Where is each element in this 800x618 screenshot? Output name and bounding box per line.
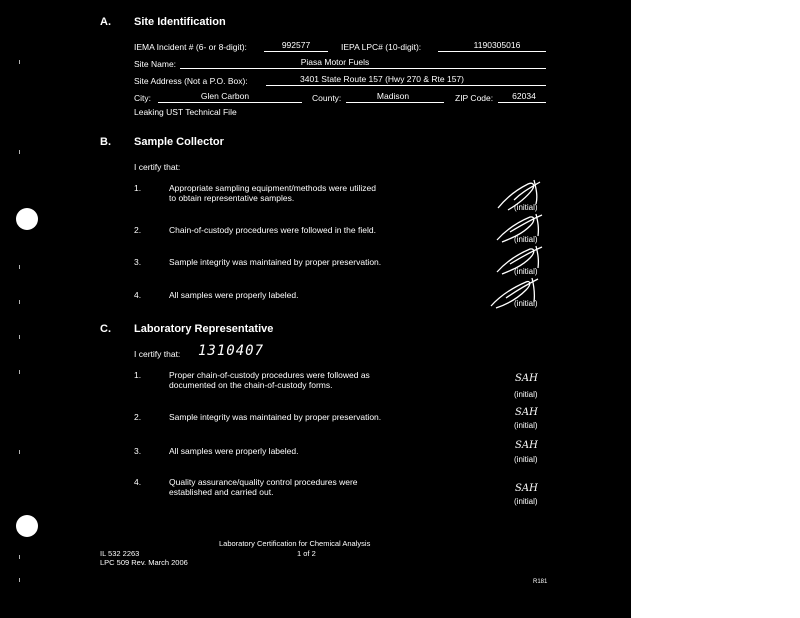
lpc-line: [438, 51, 546, 52]
b-item-1-text: Appropriate sampling equipment/methods were utilized: [169, 183, 376, 193]
site-address-label: Site Address (Not a P.O. Box):: [134, 76, 248, 86]
footer-revision: LPC 509 Rev. March 2006: [100, 558, 188, 567]
collector-signature-3: [494, 244, 550, 278]
city-line: [158, 102, 302, 103]
footer-form-number: IL 532 2263: [100, 549, 140, 558]
c-item-2-text: Sample integrity was maintained by proper preservation.: [169, 412, 382, 422]
technical-file-label: Leaking UST Technical File: [134, 107, 237, 117]
site-name-line: [180, 68, 546, 69]
b-item-1-num: 1.: [134, 183, 142, 193]
b-item-2-num: 2.: [134, 225, 142, 235]
site-name-label: Site Name:: [134, 59, 177, 69]
zip-value: 62034: [512, 91, 536, 101]
zip-label: ZIP Code:: [455, 93, 494, 103]
section-c-title: Laboratory Representative: [134, 323, 274, 335]
collector-signature-2: [494, 212, 550, 246]
section-b-title: Sample Collector: [134, 136, 224, 148]
b-item-4-initial: (initial): [514, 299, 538, 308]
b-item-2-text: Chain-of-custody procedures were followed in the field.: [169, 225, 376, 235]
footer-doc-title: Laboratory Certification for Chemical Analysis: [219, 539, 371, 548]
county-value: Madison: [376, 91, 410, 101]
collector-signature-1: [494, 178, 550, 214]
lpc-label: IEPA LPC# (10-digit):: [341, 42, 422, 52]
punch-hole-bottom: [16, 515, 38, 537]
city-value: Glen Carbon: [200, 91, 250, 101]
zip-line: [498, 102, 546, 103]
collector-signature-4: [488, 276, 548, 312]
section-a-letter: A.: [100, 16, 111, 28]
c-item-1-num: 1.: [134, 370, 142, 380]
b-item-3-initial: (initial): [514, 267, 538, 276]
incident-line: [264, 51, 328, 52]
bates-number: R181: [533, 579, 548, 585]
punch-hole-top: [16, 208, 38, 230]
lpc-value: 1190305016: [473, 40, 521, 50]
section-b-certify: I certify that:: [134, 162, 181, 172]
b-item-3-text: Sample integrity was maintained by proper preservation.: [169, 257, 382, 267]
c-item-1-text-2: documented on the chain-of-custody forms.: [169, 380, 333, 390]
handwritten-number: 1310407: [198, 343, 265, 359]
c-item-3-text: All samples were properly labeled.: [169, 446, 299, 456]
c-item-1-text: Proper chain-of-custody procedures were followed as: [169, 370, 370, 380]
c-item-3-signature: SAH: [515, 440, 538, 451]
c-item-2-signature: SAH: [515, 407, 538, 418]
c-item-4-num: 4.: [134, 477, 142, 487]
section-a-title: Site Identification: [134, 16, 226, 28]
c-item-4-text-2: established and carried out.: [169, 487, 274, 497]
c-item-1-signature: SAH: [515, 373, 538, 384]
site-address-line: [266, 85, 546, 86]
site-name-value: Piasa Motor Fuels: [300, 57, 370, 67]
c-item-4-initial: (initial): [514, 497, 538, 506]
city-label: City:: [134, 93, 151, 103]
incident-label: IEMA Incident # (6- or 8-digit):: [134, 42, 247, 52]
section-c-certify: I certify that:: [134, 349, 181, 359]
county-label: County:: [312, 93, 342, 103]
c-item-4-signature: SAH: [515, 483, 538, 494]
b-item-1-text-2: to obtain representative samples.: [169, 193, 295, 203]
b-item-2-initial: (initial): [514, 235, 538, 244]
c-item-3-initial: (initial): [514, 455, 538, 464]
c-item-2-num: 2.: [134, 412, 142, 422]
c-item-4-text: Quality assurance/quality control procedures were: [169, 477, 358, 487]
incident-value: 992577: [281, 40, 311, 50]
section-b-letter: B.: [100, 136, 111, 148]
b-item-1-initial: (initial): [514, 203, 538, 212]
c-item-2-initial: (initial): [514, 421, 538, 430]
b-item-4-num: 4.: [134, 290, 142, 300]
section-c-letter: C.: [100, 323, 111, 335]
footer-page: 1 of 2: [297, 549, 316, 558]
site-address-value: 3401 State Route 157 (Hwy 270 & Rte 157): [300, 74, 464, 84]
county-line: [346, 102, 444, 103]
c-item-3-num: 3.: [134, 446, 142, 456]
b-item-4-text: All samples were properly labeled.: [169, 290, 299, 300]
c-item-1-initial: (initial): [514, 390, 538, 399]
b-item-3-num: 3.: [134, 257, 142, 267]
